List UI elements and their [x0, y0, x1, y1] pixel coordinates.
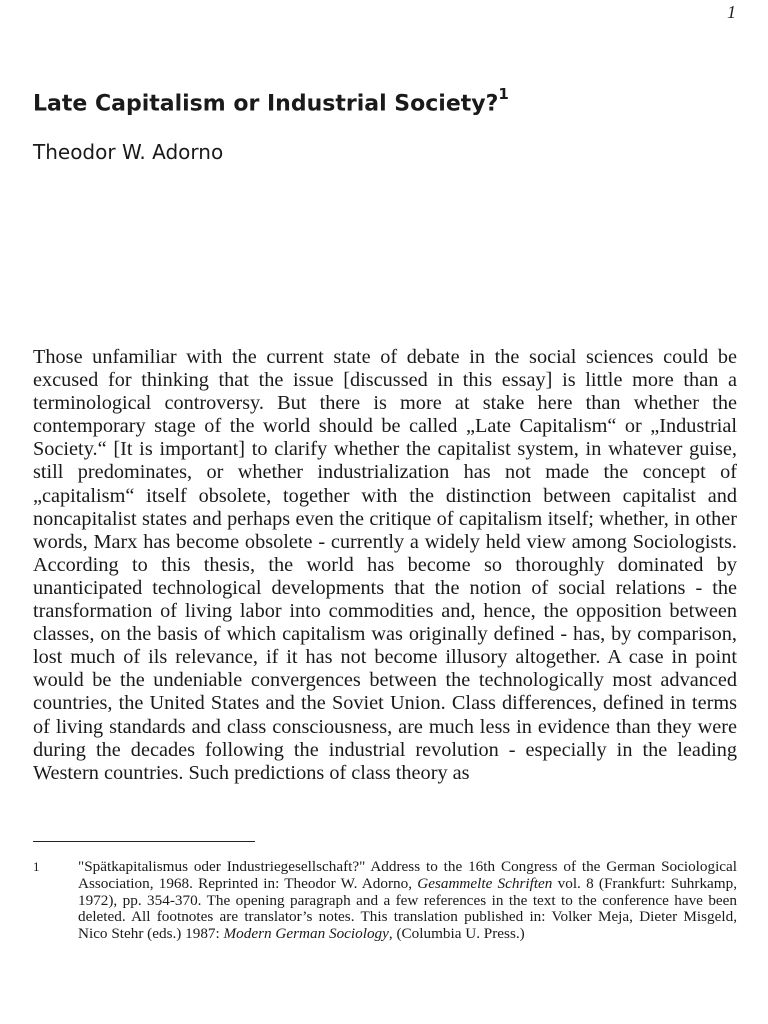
article-title-text: Late Capitalism or Industrial Society? [33, 91, 499, 117]
footnote-text-part2: vol. 8 (Frankfurt: Suhrkamp, 1972), pp. 354-370. The opening paragraph and a few references in the text to the conference have been deleted. All footnotes are translator’s notes. This translation published in: Volker Meja, Dieter Misgeld, Nico Stehr (eds.) 1987: [78, 874, 737, 943]
footnote-text-part3: , (Columbia U. Press.) [388, 925, 525, 943]
article-title [33, 85, 509, 117]
footnote-divider [33, 841, 255, 842]
footnote-text-part1: "Spätkapitalismus oder Industriegesellschaft?" Address to the 16th Congress of the German Sociological Association, 1968. Reprinted in: Theodor W. Adorno, [78, 858, 737, 892]
author-name: Theodor W. Adorno [33, 140, 224, 164]
body-paragraph: Those unfamiliar with the current state of debate in the social sciences could be excused for thinking that the issue [discussed in this essay] is little more than a terminological controversy. But there is more at stake here than whether the contemporary stage of the world should be called „Late Capitalism“ or „Industrial Society.“ [It is important] to clarify whether the capitalist system, in whatever guise, still predominates, or whether industrialization has not made the concept of „capitalism“ itself obsolete, together with the distinction between capitalist and noncapitalist states and perhaps even the critique of capitalism itself; whether, in other words, Marx has become obsolete - currently a widely held view among Sociologists. According to this thesis, the world has become so thoroughly dominated by unanticipated technological developments that the notion of social relations - the transformation of living labor into commodities and, hence, the opposition between classes, on the basis of which capitalism was originally defined - has, by comparison, lost much of ils relevance, if it has not become illusory altogether. A case in point would be the undeniable convergences between the technologically most advanced countries, the United States and the Soviet Union. Class differences, defined in terms of living standards and class consciousness, are much less in evidence than they were during the decades following the industrial revolution - especially in the leading Western countries. Such predictions of class theory as [33, 346, 737, 784]
page-number: 1 [727, 2, 736, 22]
footnote-italic-title-1: Gesammelte Schriften [417, 874, 553, 892]
footnote-marker[interactable]: 1 [498, 85, 509, 103]
footnote [33, 859, 737, 943]
footnote-number: 1 [33, 859, 40, 874]
footnote-text [78, 859, 737, 943]
footnote-italic-title-2: Modern German Sociology [223, 925, 389, 943]
